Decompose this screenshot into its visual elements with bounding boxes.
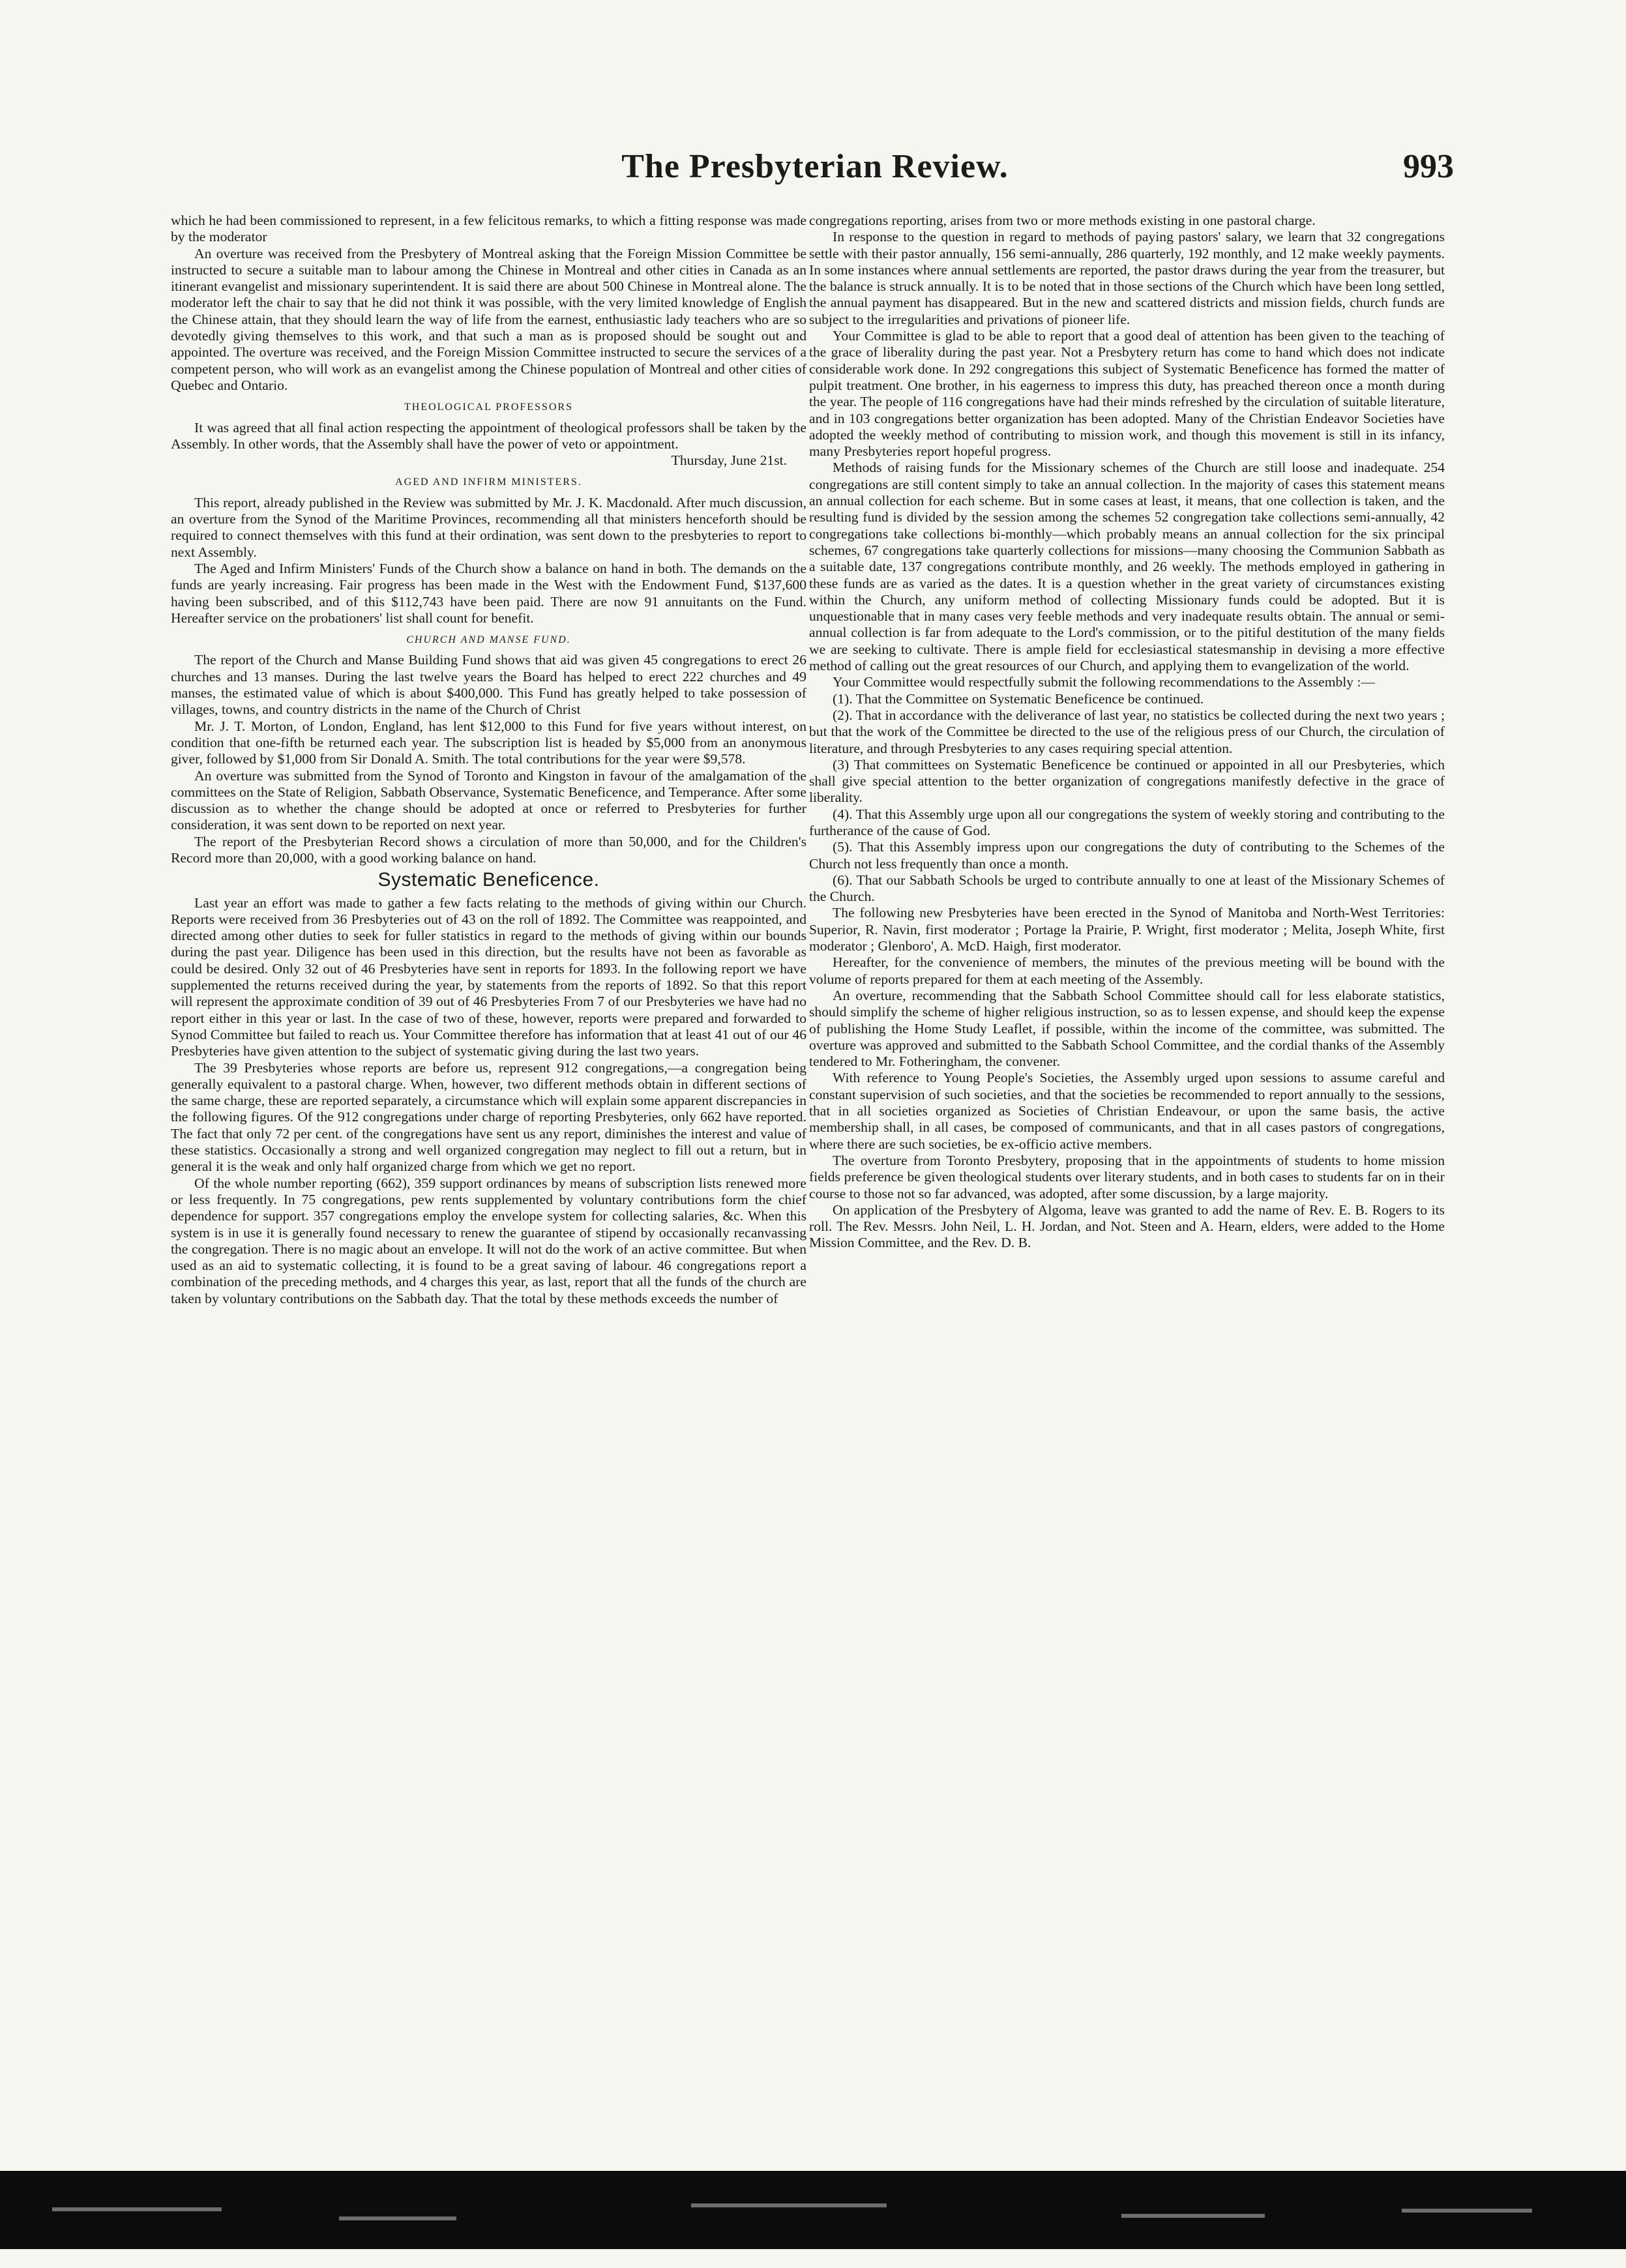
paragraph: With reference to Young People's Societies, the Assembly urged upon sessions to assume careful and constant supervision of such societies, and that the societies be recommended to report annually to the sessions, that in all societies organized as Societies of Christian Endeavour, or upon the same basis, the active membership shall, in all cases, be composed of communicants, and that in all cases pastors of congregations, where there are such societies, be ex-officio active members. [809, 1070, 1445, 1152]
paragraph: The 39 Presbyteries whose reports are before us, represent 912 congregations,—a congregation being generally equivalent to a pastoral charge. When, however, two different methods obtain in different sections of the same charge, these are reported separately, a circumstance which will explain some apparent discrepancies in the following figures. Of the 912 congregations under charge of reporting Presbyteries, only 662 have reported. The fact that only 72 per cent. of the congregations have sent us any report, diminishes the interest and value of these statistics. Occasionally a strong and well organized congregation may neglect to fill out a return, but in general it is the weak and only half organized charge from which we get no report. [171, 1059, 806, 1175]
recommendation-item: (5). That this Assembly impress upon our congregations the duty of contributing to the Schemes of the Church not less frequently than once a month. [809, 839, 1445, 872]
scan-bottom-edge [0, 2171, 1626, 2249]
scan-streak [339, 2216, 456, 2220]
paragraph: An overture, recommending that the Sabbath School Committee should call for less elaborate statistics, should simplify the scheme of higher religious instruction, so as to lessen expense, and should keep the expense of publishing the Home Study Leaflet, if possible, within the income of the committee, was submitted. The overture was approved and submitted to the Sabbath School Committee, and the cordial thanks of the Assembly tendered to Mr. Fotheringham, the convener. [809, 987, 1445, 1070]
paragraph: The Aged and Infirm Ministers' Funds of the Church show a balance on hand in both. The demands on the funds are yearly increasing. Fair progress has been made in the West with the Endowment Fund, $137,600 having been subscribed, and of this $112,743 have been paid. There are now 91 annuitants on the Fund. Hereafter service on the probationers' list shall count for benefit. [171, 560, 806, 626]
paragraph: Mr. J. T. Morton, of London, England, has lent $12,000 to this Fund for five years without interest, on condition that one-fifth be returned each year. The subscription list is headed by $5,000 from an anonymous giver, followed by $1,000 from Sir Donald A. Smith. The total contributions for the year were $9,578. [171, 718, 806, 767]
scan-streak [1402, 2209, 1532, 2213]
paragraph: On application of the Presbytery of Algoma, leave was granted to add the name of Rev. E. B. Rogers to its roll. The Rev. Messrs. John Neil, L. H. Jordan, and Not. Steen and A. Hearn, elders, were added to the Home Mission Committee, and the Rev. D. B. [809, 1201, 1445, 1251]
paragraph: congregations reporting, arises from two or more methods existing in one pastoral charge. [809, 213, 1316, 228]
section-heading-aged-infirm: AGED AND INFIRM MINISTERS. [395, 477, 582, 488]
paragraph: Of the whole number reporting (662), 359 support ordinances by means of subscription lists renewed more or less frequently. In 75 congregations, pew rents supplemented by voluntary contributions form the chief dependence for support. 357 congregations employ the envelope system for collecting salaries, &c. When this system is in use it is generally found necessary to renew the guarantee of stipend by occasionally recanvassing the congregation. There is no magic about an envelope. It will not do the work of an active committee. But when used as an aid to systematic collecting, it is found to be a great saving of labour. 46 congregations report a combination of the preceding methods, and 4 charges this year, as last, report that all the funds of the church are taken by voluntary contributions on the Sabbath day. That the total by these methods exceeds the number of [171, 1175, 806, 1306]
paragraph: Last year an effort was made to gather a few facts relating to the methods of giving within our Church. Reports were received from 36 Presbyteries out of 43 on the roll of 1892. The Committee was reappointed, and directed among other duties to seek for fuller statistics in regard to the methods of giving within our bounds during the past year. Diligence has been used in this direction, but the results have not been as favorable as could be desired. Only 32 out of 46 Presbyteries have sent in reports for 1893. In the following report we have supplemented the returns received during the year, by statements from the reports of 1892. So that this report will represent the approximate condition of 39 out of 46 Presbyteries From 7 of our Presbyteries we have had no report either in this year or last. In the case of two of these, however, reports were prepared and forwarded to Synod Committee but failed to reach us. Your Committee therefore has information that at least 41 out of our 46 Presbyteries have given attention to the subject of systematic giving during the last two years. [171, 894, 806, 1059]
paragraph: Methods of raising funds for the Missionary schemes of the Church are still loose and inadequate. 254 congregations are still content simply to take an annual collection. In the majority of cases this statement means an annual collection for each scheme. But in some cases at least, it means, that one collection is taken, and the resulting fund is divided by the session among the schemes 52 congregation take collections semi-annually, 42 congregations take collections bi-monthly—which probably means an annual collection for the six principal schemes, 67 congregations take quarterly collections for missions—many choosing the Communion Sabbath as a suitable date, 137 congregations contribute monthly, and 26 weekly. The methods employed in gathering in these funds are as varied as the dates. It is a question whether in the great variety of circumstances existing within the Church, any uniform method of collecting Missionary funds could be adopted. But it is unquestionable that in many cases very feeble methods and very inadequate results obtain. The annual or semi-annual collection is far from adequate to the Lord's commission, or to the pitiful destitution of the many fields we are seeking to cultivate. There is ample field for ecclesiastical statesmanship in devising a more effective method of calling out the great resources of our Church, and applying them to evangelization of the world. [809, 460, 1445, 674]
section-heading-theological-professors: THEOLOGICAL PROFESSORS [404, 402, 573, 413]
scan-streak [52, 2207, 222, 2211]
running-head-title: The Presbyterian Review. [621, 148, 1009, 185]
page-number: 993 [1403, 148, 1454, 185]
scan-streak [1121, 2214, 1265, 2218]
recommendation-item: (2). That in accordance with the deliverance of last year, no statistics be collected during the next two years ; but that the work of the Committee be directed to the use of the religious press of our Church, the circulation of literature, and through Presbyteries to any cases requiring special attention. [809, 707, 1445, 756]
section-heading-church-manse: CHURCH AND MANSE FUND. [406, 634, 571, 646]
paragraph: which he had been commissioned to represent, in a few felicitous remarks, to which a fitting response was made by the moderator [171, 213, 806, 245]
paragraph: The overture from Toronto Presbytery, proposing that in the appointments of students to home mission fields preference be given theological students over literary students, and in both cases to students far on in their course to those not so far advanced, was adopted, after some discussion, by a large majority. [809, 1152, 1445, 1201]
paragraph: The report of the Presbyterian Record shows a circulation of more than 50,000, and for the Children's Record more than 20,000, with a good working balance on hand. [171, 833, 806, 866]
recommendation-item: (1). That the Committee on Systematic Beneficence be continued. [833, 690, 1204, 707]
paragraph: In response to the question in regard to methods of paying pastors' salary, we learn that 32 congregations settle with their pastor annually, 156 semi-annually, 286 quarterly, 192 monthly, and 12 make weekly payments. In some instances where annual settlements are reported, the pastor draws during the year from the treasurer, but the balance is struck annually. It is to be noted that in those sections of the Church which have been long settled, the annual payment has disappeared. But in the new and scattered districts and mission fields, church funds are subject to the irregularities and privations of pioneer life. [809, 229, 1445, 327]
recommendation-item: (3) That committees on Systematic Beneficence be continued or appointed in all our Presbyteries, which shall give special attention to the better organization of congregations manifestly defective in the grace of liberality. [809, 756, 1445, 806]
paragraph: Your Committee would respectfully submit the following recommendations to the Assembly :— [833, 674, 1376, 690]
section-heading-systematic-beneficence: Systematic Beneficence. [377, 869, 600, 891]
paragraph: The following new Presbyteries have been erected in the Synod of Manitoba and North-West Territories: Superior, R. Navin, first moderator ; Portage la Prairie, P. Wright, first moderator ; Melita, Joseph White, first moderator ; Glenboro', A. McD. Haigh, first moderator. [809, 905, 1445, 954]
left-column [171, 213, 806, 2116]
paragraph: An overture was received from the Presbytery of Montreal asking that the Foreign Mission Committee be instructed to secure a suitable man to labour among the Chinese in Montreal and other cities in Canada as an itinerant evangelist and missionary superintendent. It is said there are about 500 Chinese in Montreal alone. The moderator left the chair to say that he did not think it was possible, with the very limited knowledge of English the Chinese attain, that they should learn the way of life from the earnest, enthusiastic lady teachers who are so devotedly giving themselves to this work, and that such a man as is proposed should be sought out and appointed. The overture was received, and the Foreign Mission Committee instructed to secure the services of a competent person, who will work as an evangelist among the Chinese population of Montreal and other cities of Quebec and Ontario. [171, 245, 806, 393]
recommendation-item: (6). That our Sabbath Schools be urged to contribute annually to one at least of the Missionary Schemes of the Church. [809, 872, 1445, 905]
paragraph: This report, already published in the Review was submitted by Mr. J. K. Macdonald. After much discussion, an overture from the Synod of the Maritime Provinces, recommending all that ministers henceforth should be required to connect themselves with this fund at their ordination, was sent down to the presbyteries to report to next Assembly. [171, 494, 806, 560]
paragraph: It was agreed that all final action respecting the appointment of theological professors shall be taken by the Assembly. In other words, that the Assembly shall have the power of veto or appointment. [171, 419, 806, 452]
recommendation-item: (4). That this Assembly urge upon all our congregations the system of weekly storing and contributing to the furtherance of the cause of God. [809, 806, 1445, 838]
paragraph: Hereafter, for the convenience of members, the minutes of the previous meeting will be bound with the volume of reports prepared for them at each meeting of the Assembly. [809, 954, 1445, 987]
paragraph: The report of the Church and Manse Building Fund shows that aid was given 45 congregations to erect 26 churches and 13 manses. During the last twelve years the Board has helped to erect 222 churches and 49 manses, the estimated value of which is about $400,000. This Fund has greatly helped to take possession of villages, towns, and country districts in the name of the Church of Christ [171, 652, 806, 718]
date-line: Thursday, June 21st. [671, 452, 787, 469]
paragraph: Your Committee is glad to be able to report that a good deal of attention has been given to the teaching of the grace of liberality during the past year. Not a Presbytery return has come to hand which does not indicate considerable work done. In 292 congregations this subject of Systematic Beneficence has formed the matter of pulpit treatment. One brother, in his eagerness to impress this duty, has preached thereon once a month during the year. The people of 116 congregations have had their minds refreshed by the circulation of suitable literature, and in 103 congregations better organization has been adopted. Many of the Christian Endeavor Societies have adopted the weekly method of contributing to mission work, and though this movement is still in its infancy, many Presbyteries report hopeful progress. [809, 328, 1445, 460]
scan-streak [691, 2203, 887, 2207]
paragraph: An overture was submitted from the Synod of Toronto and Kingston in favour of the amalgamation of the committees on the State of Religion, Sabbath Observance, Systematic Beneficence, and Temperance. After some discussion as to whether the change should be adopted at once or referred to Presbyteries for further consideration, it was sent down to be reported on next year. [171, 767, 806, 833]
right-column [809, 213, 1445, 2116]
